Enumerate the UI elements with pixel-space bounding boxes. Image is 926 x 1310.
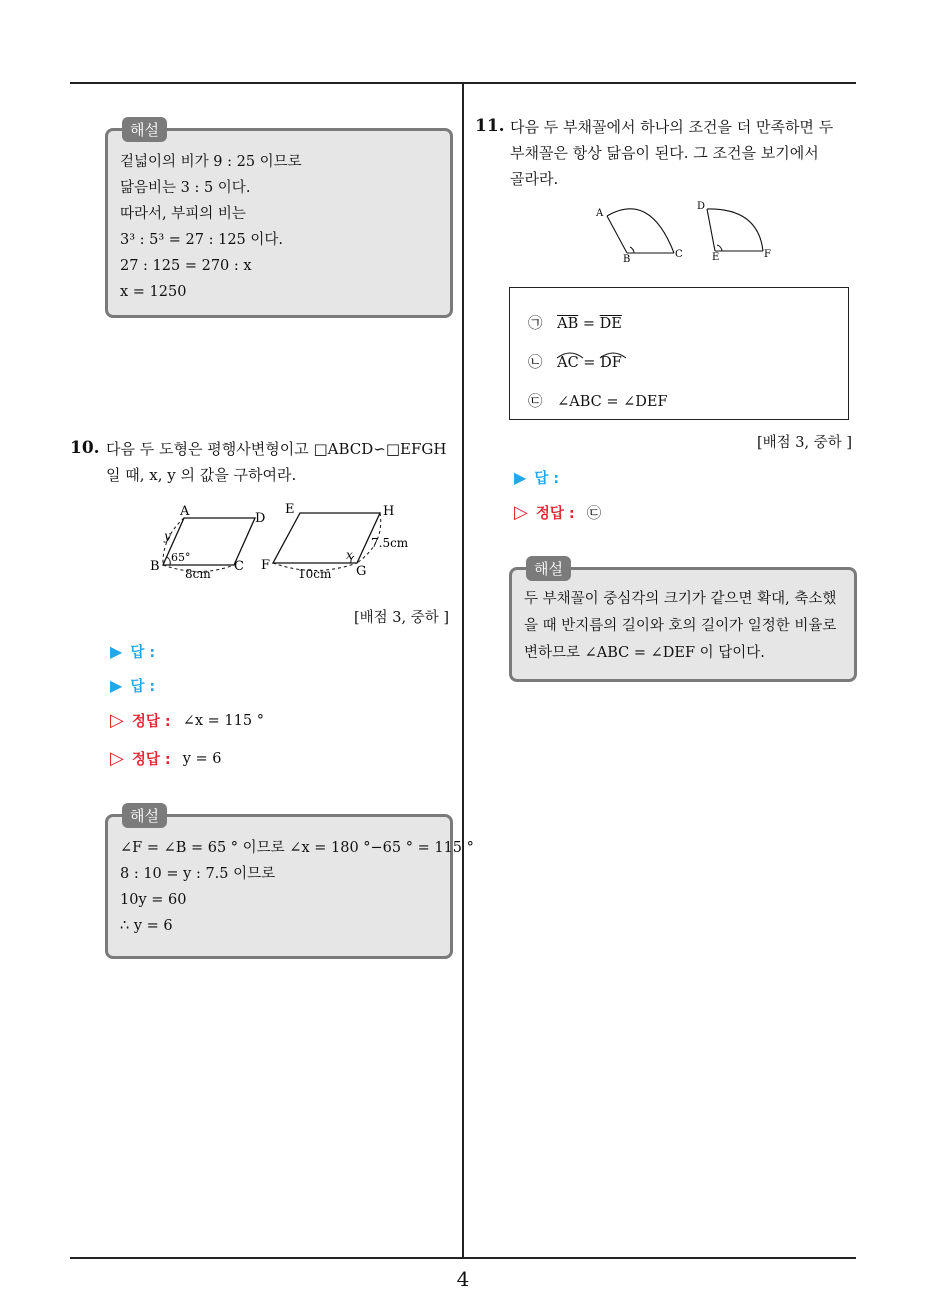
play-triangle-icon: ▶ [110, 642, 123, 661]
explanation-line: 변하므로 ∠ABC = ∠DEF 이 답이다. [524, 645, 765, 661]
correct-answer-row-2 [110, 748, 222, 769]
label-G: G [356, 564, 367, 579]
question-number-10: 10. [70, 438, 100, 458]
explanation-text [120, 149, 440, 305]
label-D: D [697, 201, 706, 212]
segment-ab: $\overline{AB}$ [557, 316, 579, 332]
explanation-tag: 해설 [122, 117, 167, 142]
correct-value: y = 6 [182, 750, 222, 767]
label-C: C [234, 559, 244, 574]
explanation-line: 을 때 반지름의 길이와 호의 길이가 일정한 비율로 [524, 618, 837, 634]
label-gh-length: 7.5cm [371, 536, 409, 550]
label-x: x [346, 548, 353, 562]
explanation-line: 27 : 125 = 270 : x [120, 258, 252, 274]
choice-mark: ㉡ [528, 355, 543, 371]
answer-row-2 [110, 675, 155, 696]
label-fg-length: 10cm [298, 567, 332, 581]
answer-row-1 [110, 641, 155, 662]
choice-2 [528, 351, 622, 372]
score-q11: [배점 3, 중하 ] [757, 435, 853, 451]
question-number-11: 11. [475, 116, 505, 136]
outline-triangle-icon: ▷ [110, 748, 124, 769]
label-C: C [675, 249, 683, 260]
explanation-box-q11 [509, 560, 857, 682]
label-D: D [255, 511, 266, 526]
label-y: y [164, 529, 171, 543]
sector-figure [590, 196, 780, 266]
correct-answer-row-q11 [514, 502, 601, 523]
explanation-line: 따라서, 부피의 비는 [120, 206, 246, 222]
answer-label: 답 : [130, 645, 156, 661]
explanation-line: 닮음비는 3 : 5 이다. [120, 180, 251, 196]
label-A: A [180, 504, 190, 519]
explanation-line: 겉넓이의 비가 9 : 25 이므로 [120, 154, 302, 170]
question-line: 부채꼴은 항상 닮음이 된다. 그 조건을 보기에서 [510, 144, 819, 162]
question-text-10 [106, 436, 446, 488]
correct-answer-row-1 [110, 710, 264, 731]
explanation-line: 3³ : 5³ = 27 : 125 이다. [120, 232, 284, 248]
explanation-text [120, 835, 474, 939]
choice-1 [528, 312, 622, 333]
arc-ac-label: AC [557, 355, 579, 371]
explanation-tag: 해설 [526, 556, 571, 581]
correct-label: 정답 : [131, 714, 171, 730]
explanation-line: 두 부채꼴이 중심각의 크기가 같으면 확대, 축소했 [524, 591, 837, 607]
arc-ac [557, 355, 579, 371]
label-A: A [596, 208, 604, 219]
answer-row-q11 [514, 467, 559, 488]
choice-text: ∠ABC = ∠DEF [557, 394, 668, 410]
label-B: B [150, 559, 160, 574]
play-triangle-icon: ▶ [514, 468, 527, 487]
choice-3 [528, 390, 668, 411]
answer-label: 답 : [130, 679, 156, 695]
correct-label: 정답 : [535, 506, 575, 522]
choice-mark: ㉢ [528, 394, 543, 410]
outline-triangle-icon: ▷ [110, 710, 124, 731]
explanation-box-q9 [105, 121, 453, 318]
arc-over-icon [556, 351, 584, 359]
explanation-line: x = 1250 [120, 284, 187, 300]
question-text-11 [510, 114, 833, 192]
play-triangle-icon: ▶ [110, 676, 123, 695]
segment-de: $\overline{DE}$ [599, 316, 622, 332]
label-angle-65: 65° [171, 551, 191, 564]
arc-over-icon [599, 351, 627, 359]
question-line: 일 때, x, y 의 값을 구하여라. [106, 466, 297, 484]
parallelogram-figure [140, 498, 430, 584]
question-line: 다음 두 부채꼴에서 하나의 조건을 더 만족하면 두 [510, 118, 834, 136]
explanation-line: ∠F = ∠B = 65 ° 이므로 ∠x = 180 °−65 ° = 115 ° [120, 840, 474, 856]
page-number: 4 [456, 1267, 470, 1291]
arc-df [600, 355, 622, 371]
label-E: E [712, 252, 720, 263]
choices-box [509, 287, 849, 420]
label-bc-length: 8cm [185, 567, 211, 581]
question-line: 다음 두 도형은 평행사변형이고 □ABCD∽□EFGH [106, 440, 447, 458]
explanation-tag: 해설 [122, 803, 167, 828]
label-E: E [285, 502, 295, 517]
outline-triangle-icon: ▷ [514, 502, 528, 523]
column-divider [462, 83, 464, 1258]
arc-df-label: DF [600, 355, 622, 371]
explanation-box-q10 [105, 807, 474, 959]
explanation-line: 10y = 60 [120, 892, 187, 908]
question-line: 골라라. [510, 170, 559, 188]
correct-label: 정답 : [131, 752, 171, 768]
score-q10: [배점 3, 중하 ] [354, 610, 450, 626]
label-H: H [383, 504, 395, 519]
label-F: F [261, 558, 271, 573]
choice-mark: ㉠ [528, 316, 543, 332]
equals: = [578, 316, 600, 332]
label-F: F [764, 249, 771, 260]
explanation-line: 8 : 10 = y : 7.5 이므로 [120, 866, 276, 882]
label-B: B [623, 254, 631, 265]
equals: = [578, 355, 601, 371]
correct-value: ㉢ [586, 506, 602, 522]
correct-value: ∠x = 115 ° [182, 712, 264, 729]
explanation-line: ∴ y = 6 [120, 918, 173, 934]
explanation-text [524, 586, 844, 667]
answer-label: 답 : [534, 471, 560, 487]
